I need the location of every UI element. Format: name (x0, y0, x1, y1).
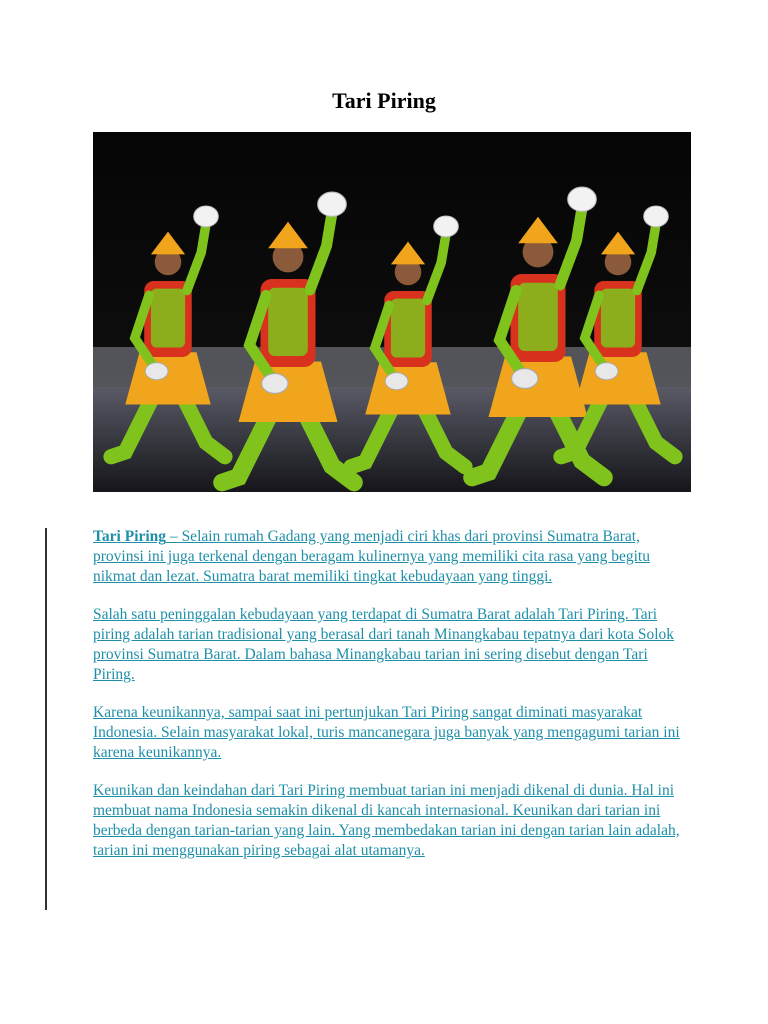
paragraph-3-text[interactable]: Karena keunikannya, sampai saat ini pertunjukan Tari Piring sangat diminati masyarakat Indonesia. Selain masyarakat lokal, turis mancanegara juga banyak yang mengagumi tarian ini karena keunikannya. (93, 704, 680, 761)
paragraph-2-text[interactable]: Salah satu peninggalan kebudayaan yang terdapat di Sumatra Barat adalah Tari Piring. Tari piring adalah tarian tradisional yang berasal dari tanah Minangkabau tepatnya dari kota Solok provinsi Sumatra Barat. Dalam bahasa Minangkabau tarian ini sering disebut dengan Tari Piring. (93, 606, 675, 683)
margin-change-bar (45, 528, 47, 910)
paragraph-2 (93, 605, 683, 685)
paragraph-1-text[interactable]: Selain rumah Gadang yang menjadi ciri khas dari provinsi Sumatra Barat, provinsi ini juga terkenal dengan beragam kulinernya yang memiliki cita rasa yang begitu nikmat dan lezat. Sumatra barat memiliki tingkat kebudayaan yang tinggi. (93, 528, 650, 585)
paragraph-1 (93, 527, 683, 587)
lead-dash: – (166, 528, 182, 545)
page-title: Tari Piring (332, 88, 436, 113)
paragraph-3 (93, 703, 683, 763)
article-body (93, 527, 683, 879)
tari-piring-photo (93, 132, 691, 492)
paragraph-4-text[interactable]: Keunikan dan keindahan dari Tari Piring membuat tarian ini menjadi dikenal di dunia. Hal ini membuat nama Indonesia semakin dikenal di kancah internasional. Keunikan dari tarian ini berbeda dengan tarian-tarian yang lain. Yang membedakan tarian ini dengan tarian lain adalah, tarian ini menggunakan piring sebagai alat utamanya. (93, 782, 680, 859)
lead-term-link[interactable]: Tari Piring (93, 528, 167, 545)
paragraph-4 (93, 781, 683, 861)
